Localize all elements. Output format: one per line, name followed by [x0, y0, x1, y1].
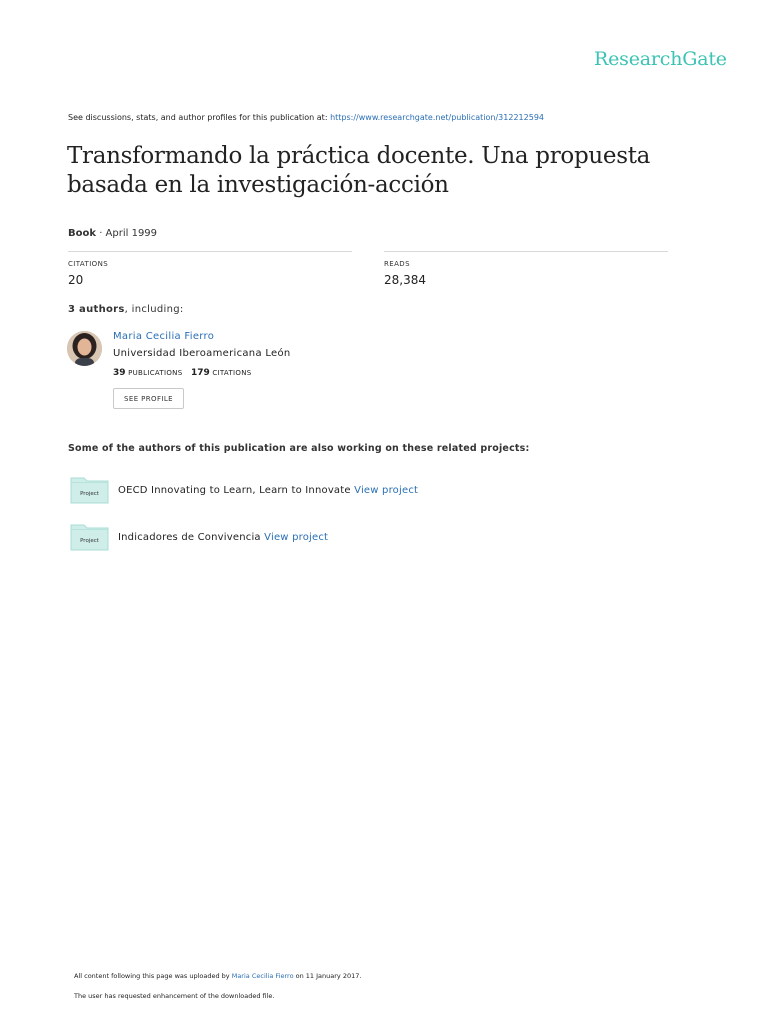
- author-name-link[interactable]: Maria Cecilia Fierro: [113, 331, 215, 342]
- author-publications-count: 39: [113, 368, 126, 378]
- footer-upload-prefix: All content following this page was uploaded by: [74, 972, 232, 980]
- author-stats: [113, 368, 258, 378]
- project-icon: [70, 475, 109, 508]
- project-name: Indicadores de Convivencia: [118, 532, 265, 543]
- author-avatar[interactable]: [67, 331, 102, 366]
- citations-divider: [68, 251, 352, 252]
- footer-upload-date: on 11 January 2017.: [293, 972, 362, 980]
- authors-count: 3 authors: [68, 304, 125, 315]
- authors-heading: [68, 304, 184, 315]
- related-projects-heading: Some of the authors of this publication are also working on these related projects:: [68, 443, 530, 454]
- author-citations-label: CITATIONS: [212, 369, 252, 377]
- citations-value: 20: [68, 273, 84, 287]
- citations-label: CITATIONS: [68, 260, 109, 268]
- project-icon-label: Project: [80, 538, 99, 544]
- project-name: OECD Innovating to Learn, Learn to Innovate: [118, 485, 355, 496]
- author-institution: Universidad Iberoamericana León: [113, 348, 291, 359]
- project-row: [118, 532, 328, 543]
- intro-text: See discussions, stats, and author profiles for this publication at:: [68, 113, 331, 122]
- footer-upload-line: [74, 972, 361, 980]
- authors-suffix: , including:: [124, 304, 184, 315]
- folder-icon: [70, 522, 109, 551]
- project-icon-label: Project: [80, 491, 99, 497]
- folder-icon: [70, 475, 109, 504]
- publication-title: Transformando la práctica docente. Una propuesta basada en la investigación-acción: [67, 143, 651, 198]
- view-project-link[interactable]: View project: [264, 532, 329, 543]
- publication-date: · April 1999: [96, 228, 158, 239]
- footer-enhancement-line: The user has requested enhancement of the downloaded file.: [74, 992, 275, 1000]
- reads-label: READS: [384, 260, 410, 268]
- author-citations-count: 179: [191, 368, 210, 378]
- publication-url-link[interactable]: https://www.researchgate.net/publication/312212594: [330, 113, 544, 122]
- project-icon: [70, 522, 109, 555]
- footer-uploader-link[interactable]: Maria Cecilia Fierro: [231, 972, 294, 980]
- author-publications-label: PUBLICATIONS: [128, 369, 183, 377]
- reads-divider: [384, 251, 668, 252]
- reads-value: 28,384: [384, 273, 426, 287]
- intro-line: [68, 113, 544, 122]
- view-project-link[interactable]: View project: [354, 485, 419, 496]
- publication-type: Book: [68, 228, 97, 239]
- see-profile-button[interactable]: SEE PROFILE: [113, 388, 184, 409]
- publication-meta: [68, 228, 157, 239]
- project-row: [118, 485, 418, 496]
- author-photo-icon: [67, 331, 102, 366]
- researchgate-logo[interactable]: ResearchGate: [594, 48, 727, 70]
